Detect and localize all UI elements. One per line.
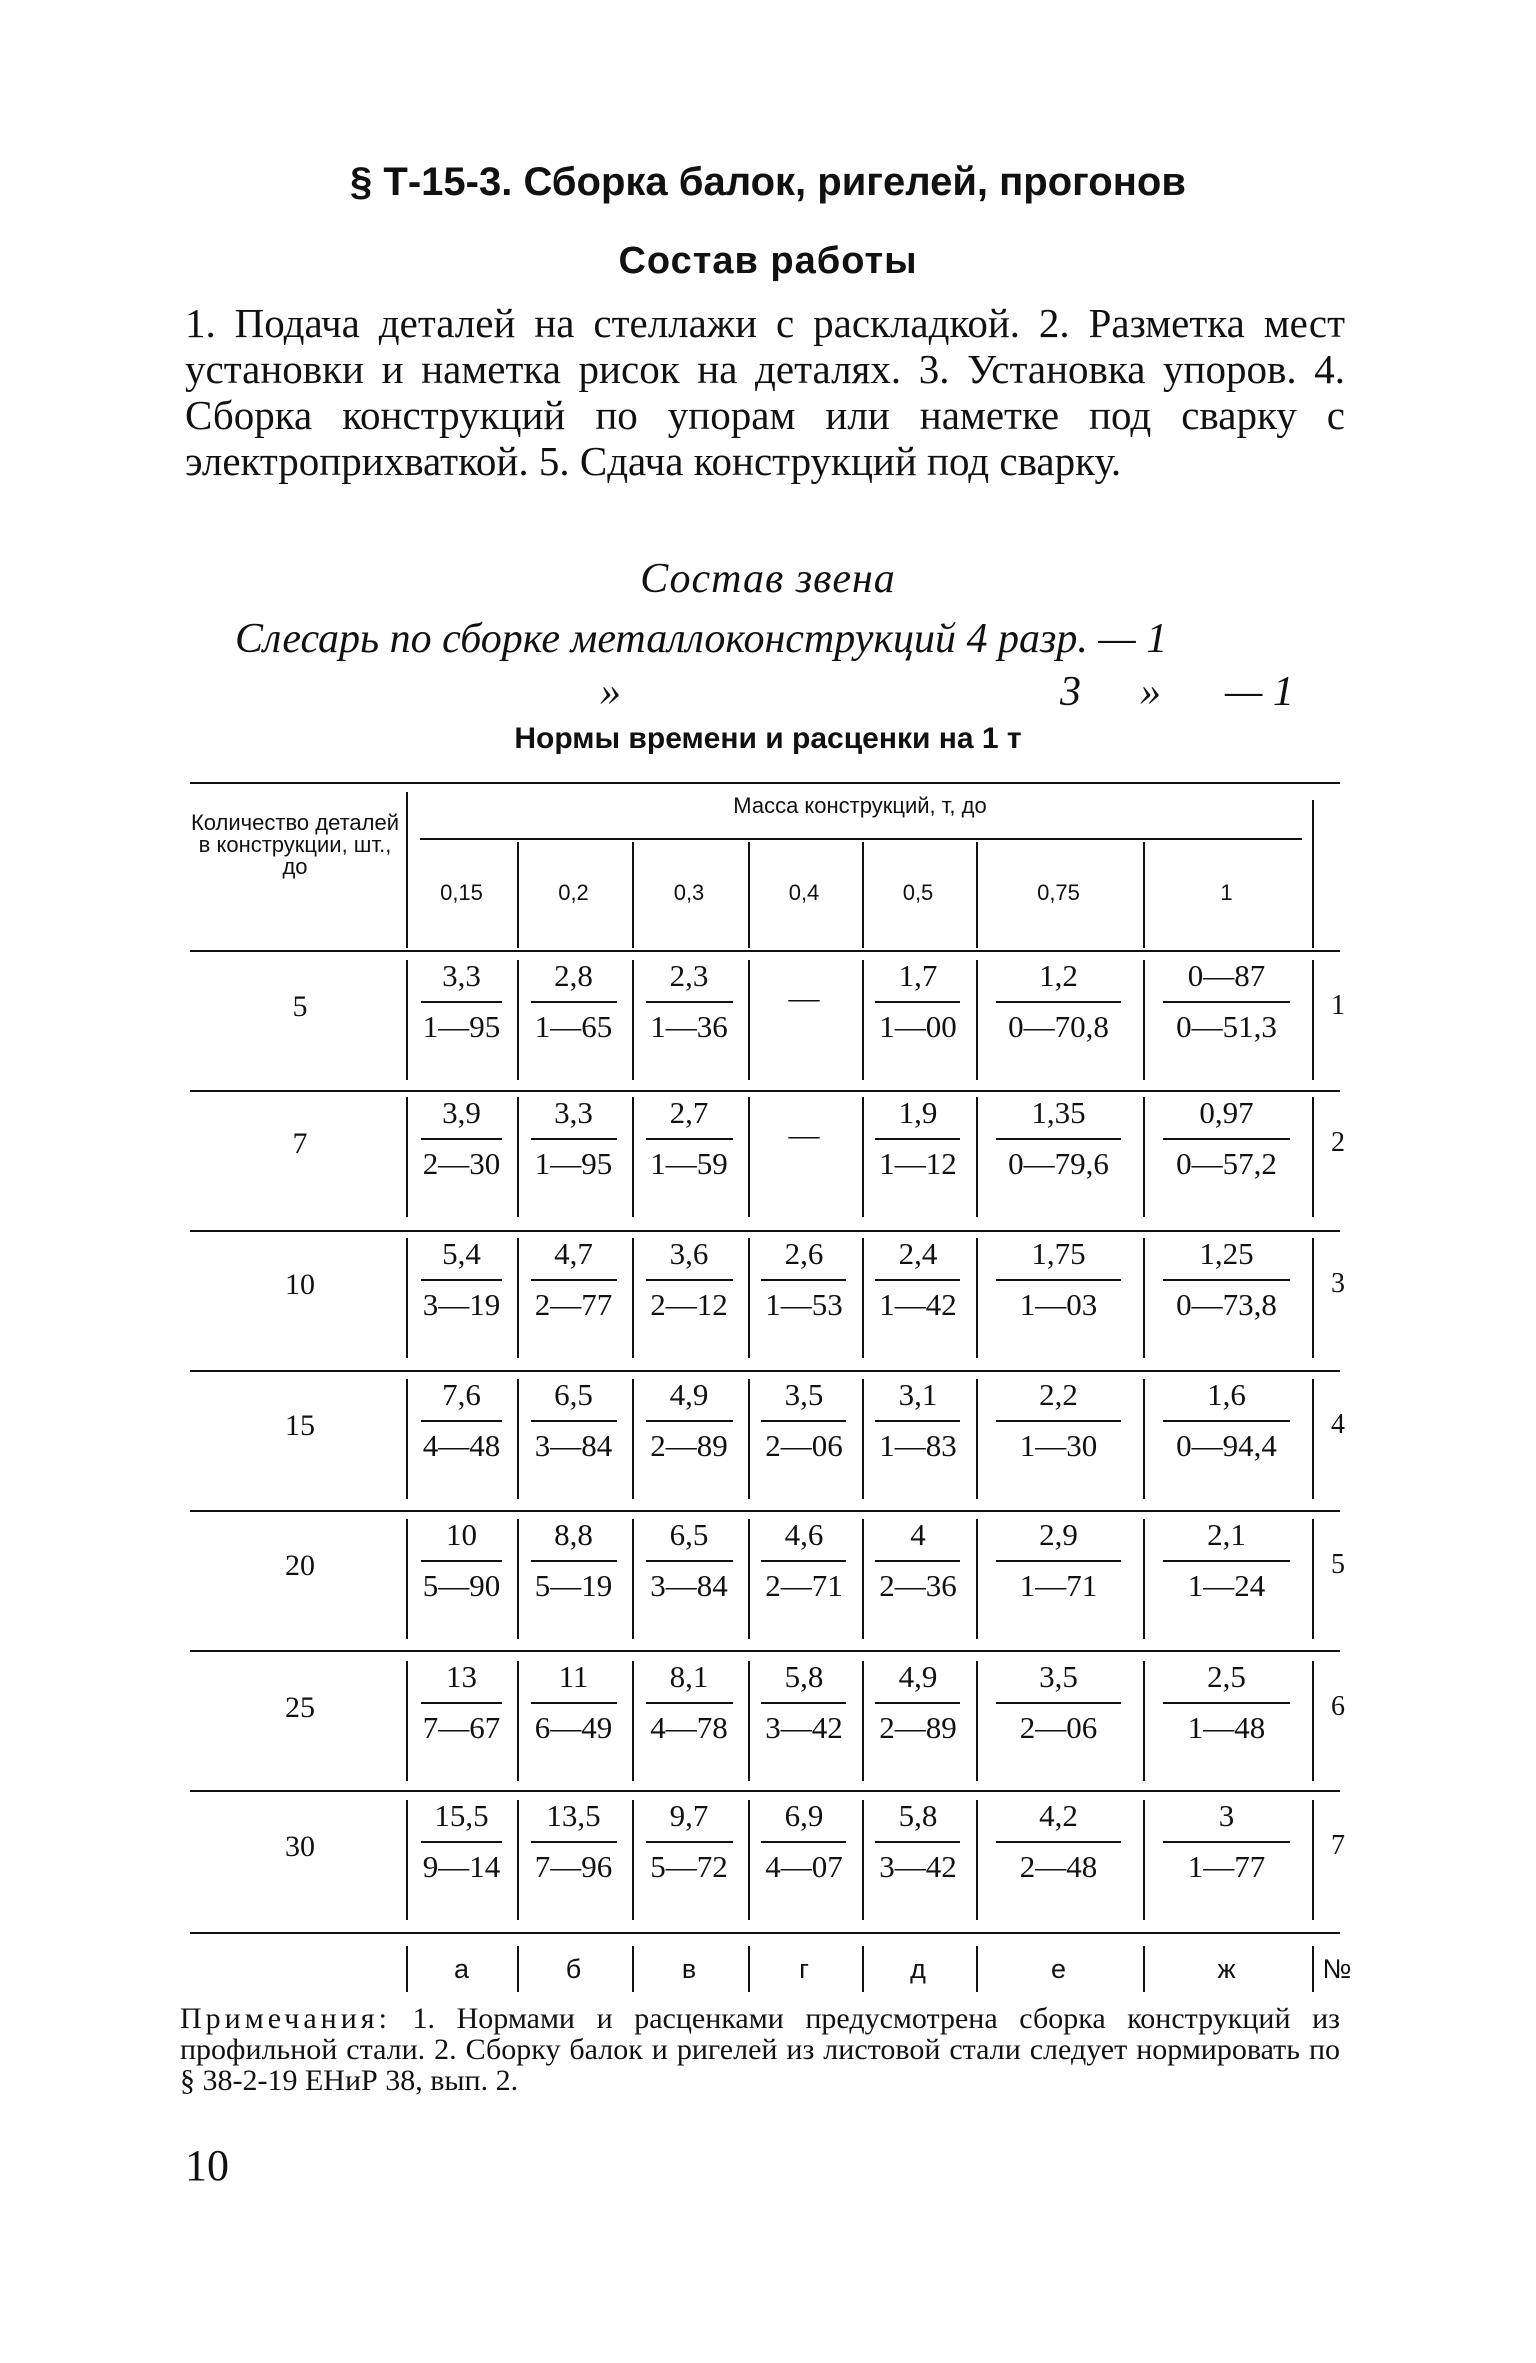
row-number: 5 — [1331, 1549, 1345, 1580]
norm-cell — [976, 1095, 1141, 1205]
rate-price: 1—36 — [650, 1009, 728, 1044]
fraction-line — [1163, 1702, 1290, 1704]
crew-line-2-ditto-2: » — [1140, 669, 1161, 715]
crew-line-2-count: — 1 — [1225, 669, 1294, 715]
fraction-line — [996, 1420, 1121, 1422]
section-title: § Т-15-3. Сборка балок, ригелей, прогонов — [350, 160, 1186, 204]
header-bottom-rule — [190, 950, 1340, 952]
mass-header: Масса конструкций, т, до — [733, 793, 987, 818]
rate-price: 7—96 — [534, 1849, 613, 1884]
rate-price: 9—14 — [422, 1849, 501, 1884]
rate-price: 1—42 — [879, 1287, 957, 1322]
norm-cell — [1143, 958, 1310, 1068]
norm-cell — [517, 958, 630, 1068]
notes-label: Примечания: — [180, 2002, 391, 2035]
rate-price: 2—12 — [650, 1287, 728, 1322]
norm-time: 1,9 — [898, 1095, 938, 1130]
empty-dash: — — [788, 980, 820, 1015]
column-letter: а — [453, 1954, 470, 1984]
norm-time: 15,5 — [434, 1798, 489, 1833]
number-label: № — [1322, 1954, 1352, 1984]
mass-column-header: 0,15 — [440, 880, 483, 905]
header-divider-count — [406, 792, 408, 948]
norm-cell — [862, 1798, 974, 1908]
norm-cell — [862, 1236, 974, 1346]
header-divider-number — [1312, 800, 1314, 948]
norm-time: 4,9 — [898, 1659, 938, 1694]
norm-cell — [976, 1798, 1141, 1908]
rate-price: 3—19 — [422, 1287, 501, 1322]
fraction-line — [875, 1001, 960, 1003]
mass-header-rule — [420, 838, 1302, 840]
norm-time: 0,97 — [1199, 1095, 1254, 1130]
notes-text: 1. Нормами и расценками предусмотрена сборка конструкций из профильной стали. 2. Сборку балок и ригелей из листовой стали следует нормировать по § 38-2-19 ЕНиР 38, вып. 2. — [180, 2002, 1341, 2097]
rate-price: 3—42 — [765, 1710, 843, 1745]
norm-cell — [517, 1377, 630, 1487]
fraction-line — [421, 1841, 502, 1843]
mass-column-header: 1 — [1220, 880, 1233, 905]
footer-divider — [748, 1946, 750, 1992]
column-letter: в — [681, 1954, 697, 1984]
row-separator — [190, 1932, 1340, 1934]
rate-price: 3—84 — [534, 1428, 613, 1463]
fraction-line — [996, 1001, 1121, 1003]
norm-time: 2,7 — [669, 1095, 709, 1130]
norm-time: 3,3 — [554, 1095, 593, 1130]
fraction-line — [761, 1841, 846, 1843]
fraction-line — [761, 1420, 846, 1422]
rate-price: 2—71 — [765, 1568, 843, 1603]
norm-cell — [517, 1236, 630, 1346]
rate-price: 1—30 — [1019, 1428, 1098, 1463]
norm-time: 3,5 — [784, 1377, 824, 1412]
norm-time: 5,8 — [784, 1659, 824, 1694]
row-divider-right — [1312, 1661, 1314, 1781]
row-separator — [190, 1090, 1340, 1092]
norm-cell — [748, 1798, 860, 1908]
row-separator — [190, 1230, 1340, 1232]
row-number: 4 — [1331, 1409, 1345, 1440]
norm-cell — [976, 1377, 1141, 1487]
rate-price: 0—70,8 — [1008, 1009, 1109, 1044]
norm-time: 2,8 — [554, 958, 593, 993]
norm-cell — [632, 1659, 746, 1769]
rate-price: 0—73,8 — [1176, 1287, 1277, 1322]
norm-time: 2,9 — [1039, 1517, 1078, 1552]
norm-time: 3 — [1218, 1798, 1235, 1833]
rate-price: 0—57,2 — [1176, 1146, 1277, 1181]
norm-time: 1,7 — [898, 958, 938, 993]
rate-price: 5—90 — [422, 1568, 501, 1603]
norm-time: 13,5 — [546, 1798, 601, 1833]
mass-column-header: 0,5 — [902, 880, 934, 905]
norm-cell — [632, 1377, 746, 1487]
rate-price: 1—77 — [1187, 1849, 1266, 1884]
norm-cell — [408, 1095, 515, 1205]
norm-cell — [862, 1517, 974, 1627]
fraction-line — [421, 1420, 502, 1422]
footer-divider — [406, 1946, 408, 1992]
fraction-line — [875, 1702, 960, 1704]
row-count-label: 10 — [285, 1268, 315, 1301]
mass-column-header: 0,3 — [673, 880, 705, 905]
rate-price: 1—12 — [879, 1146, 957, 1181]
fraction-line — [761, 1702, 846, 1704]
norm-cell — [748, 1377, 860, 1487]
norm-cell — [632, 1798, 746, 1908]
rate-price: 1—53 — [765, 1287, 843, 1322]
fraction-line — [875, 1279, 960, 1281]
norm-cell — [976, 1236, 1141, 1346]
norm-time: 2,6 — [784, 1236, 824, 1271]
row-divider-right — [1312, 1519, 1314, 1639]
row-number: 1 — [1331, 990, 1345, 1021]
table-top-rule — [190, 782, 1340, 784]
fraction-line — [996, 1138, 1121, 1140]
notes — [180, 2003, 1340, 2096]
norm-cell — [1143, 1095, 1310, 1205]
norm-time: 11 — [558, 1659, 589, 1694]
fraction-line — [1163, 1138, 1290, 1140]
norm-time: 0—87 — [1187, 958, 1266, 993]
row-count-label: 20 — [285, 1549, 315, 1582]
column-letter: д — [910, 1954, 926, 1984]
work-text: 1. Подача деталей на стеллажи с раскладкой. 2. Разметка мест установки и наметка рисок на деталях. 3. Установка упоров. 4. Сборка конструкций по упорам или наметке под сварку с электроприхваткой. 5. Сдача конструкций под сварку. — [185, 300, 1345, 484]
norm-time: 5,4 — [442, 1236, 481, 1271]
rate-price: 2—06 — [1019, 1710, 1098, 1745]
row-separator — [190, 1650, 1340, 1652]
rate-price: 1—00 — [879, 1009, 957, 1044]
rate-price: 0—51,3 — [1176, 1009, 1277, 1044]
fraction-line — [646, 1279, 733, 1281]
norm-cell — [748, 1659, 860, 1769]
rate-price: 2—06 — [765, 1428, 843, 1463]
norm-cell — [408, 958, 515, 1068]
rate-price: 2—89 — [879, 1710, 957, 1745]
fraction-line — [1163, 1841, 1290, 1843]
norm-cell — [748, 958, 860, 1068]
fraction-line — [1163, 1001, 1290, 1003]
norm-cell — [748, 1517, 860, 1627]
fraction-line — [996, 1279, 1121, 1281]
rate-price: 0—94,4 — [1176, 1428, 1277, 1463]
mass-column-header: 0,4 — [788, 880, 820, 905]
rate-price: 1—59 — [650, 1146, 728, 1181]
fraction-line — [421, 1560, 502, 1562]
row-divider-right — [1312, 1238, 1314, 1358]
page-number: 10 — [185, 2141, 229, 2190]
fraction-line — [531, 1420, 617, 1422]
row-count-label: 15 — [285, 1409, 315, 1442]
fraction-line — [761, 1279, 846, 1281]
norm-cell — [976, 958, 1141, 1068]
norm-cell — [632, 1236, 746, 1346]
rate-price: 2—77 — [534, 1287, 613, 1322]
work-heading: Состав работы — [618, 240, 918, 282]
column-letter: б — [565, 1954, 582, 1984]
mass-column-header: 0,75 — [1037, 880, 1080, 905]
empty-dash: — — [788, 1117, 820, 1152]
fraction-line — [1163, 1560, 1290, 1562]
rate-price: 4—48 — [422, 1428, 501, 1463]
norm-cell — [1143, 1659, 1310, 1769]
norm-cell — [1143, 1236, 1310, 1346]
norm-time: 7,6 — [442, 1377, 481, 1412]
norm-time: 9,7 — [669, 1798, 709, 1833]
norm-time: 6,9 — [784, 1798, 824, 1833]
rate-price: 3—42 — [879, 1849, 957, 1884]
norm-cell — [976, 1517, 1141, 1627]
rate-price: 1—48 — [1187, 1710, 1266, 1745]
norm-time: 6,5 — [669, 1517, 709, 1552]
fraction-line — [646, 1841, 733, 1843]
fraction-line — [646, 1138, 733, 1140]
rate-price: 1—83 — [879, 1428, 957, 1463]
fraction-line — [531, 1560, 617, 1562]
fraction-line — [531, 1138, 617, 1140]
fraction-line — [531, 1279, 617, 1281]
fraction-line — [421, 1279, 502, 1281]
rate-price: 0—79,6 — [1008, 1146, 1109, 1181]
footer-divider — [517, 1946, 519, 1992]
fraction-line — [996, 1702, 1121, 1704]
norm-time: 3,6 — [669, 1236, 709, 1271]
norm-time: 1,75 — [1031, 1236, 1086, 1271]
row-count-label: 30 — [285, 1830, 315, 1863]
norm-cell — [408, 1798, 515, 1908]
norm-cell — [862, 1659, 974, 1769]
count-header: Количество деталей в конструкции, шт., до — [190, 810, 400, 879]
rate-price: 2—89 — [650, 1428, 728, 1463]
row-divider-right — [1312, 1097, 1314, 1217]
norm-time: 2,5 — [1207, 1659, 1246, 1694]
norm-cell — [408, 1377, 515, 1487]
fraction-line — [996, 1841, 1121, 1843]
norm-cell — [408, 1236, 515, 1346]
rate-price: 1—95 — [534, 1146, 613, 1181]
norm-time: 2,3 — [669, 958, 709, 993]
row-divider-right — [1312, 960, 1314, 1080]
norm-cell — [748, 1236, 860, 1346]
row-number: 6 — [1331, 1691, 1345, 1722]
fraction-line — [875, 1420, 960, 1422]
norm-cell — [1143, 1377, 1310, 1487]
fraction-line — [646, 1001, 733, 1003]
rate-price: 1—24 — [1187, 1568, 1266, 1603]
column-letter: ж — [1217, 1954, 1236, 1984]
crew-line-2-rank: 3 — [1060, 669, 1081, 715]
rate-price: 3—84 — [650, 1568, 728, 1603]
row-count-label: 7 — [292, 1127, 308, 1160]
rate-price: 2—48 — [1019, 1849, 1098, 1884]
crew-line-1: Слесарь по сборке металлоконструкций 4 разр. — 1 — [235, 616, 1168, 662]
norm-cell — [517, 1517, 630, 1627]
fraction-line — [421, 1702, 502, 1704]
norm-time: 4,6 — [784, 1517, 824, 1552]
row-count-label: 25 — [285, 1691, 315, 1724]
fraction-line — [875, 1560, 960, 1562]
fraction-line — [875, 1138, 960, 1140]
fraction-line — [1163, 1420, 1290, 1422]
rate-price: 1—95 — [422, 1009, 501, 1044]
rate-price: 2—30 — [422, 1146, 501, 1181]
norm-time: 3,1 — [898, 1377, 938, 1412]
norm-cell — [862, 958, 974, 1068]
fraction-line — [875, 1841, 960, 1843]
norm-cell — [1143, 1798, 1310, 1908]
row-separator — [190, 1790, 1340, 1792]
norm-time: 1,2 — [1039, 958, 1078, 993]
crew-heading: Состав звена — [640, 556, 896, 602]
fraction-line — [996, 1560, 1121, 1562]
norm-time: 5,8 — [898, 1798, 938, 1833]
rate-price: 4—78 — [650, 1710, 728, 1745]
norm-cell — [632, 958, 746, 1068]
norm-time: 3,5 — [1039, 1659, 1078, 1694]
norm-time: 2,1 — [1207, 1517, 1246, 1552]
row-number: 7 — [1331, 1830, 1345, 1861]
norm-time: 4,2 — [1039, 1798, 1078, 1833]
norm-time: 3,9 — [442, 1095, 481, 1130]
norm-cell — [862, 1377, 974, 1487]
norm-time: 1,35 — [1031, 1095, 1086, 1130]
rate-price: 5—19 — [534, 1568, 613, 1603]
norm-cell — [748, 1095, 860, 1205]
fraction-line — [646, 1560, 733, 1562]
footer-divider — [862, 1946, 864, 1992]
fraction-line — [646, 1702, 733, 1704]
column-letter: е — [1050, 1954, 1067, 1984]
rate-price: 6—49 — [534, 1710, 613, 1745]
fraction-line — [761, 1560, 846, 1562]
rate-price: 2—36 — [879, 1568, 957, 1603]
fraction-line — [531, 1001, 617, 1003]
rate-price: 1—65 — [534, 1009, 613, 1044]
rate-price: 4—07 — [765, 1849, 843, 1884]
norm-cell — [408, 1659, 515, 1769]
norm-time: 3,3 — [442, 958, 481, 993]
norm-time: 1,25 — [1199, 1236, 1254, 1271]
row-count-label: 5 — [292, 990, 308, 1023]
column-letter: г — [799, 1954, 809, 1984]
rate-price: 1—03 — [1019, 1287, 1098, 1322]
rate-price: 7—67 — [422, 1710, 501, 1745]
norm-cell — [632, 1095, 746, 1205]
fraction-line — [421, 1138, 502, 1140]
norm-time: 4,7 — [554, 1236, 593, 1271]
footer-divider — [1312, 1946, 1314, 1992]
norm-cell — [1143, 1517, 1310, 1627]
fraction-line — [531, 1702, 617, 1704]
norm-time: 13 — [446, 1659, 477, 1694]
norm-time: 8,1 — [669, 1659, 709, 1694]
norm-time: 4,9 — [669, 1377, 709, 1412]
footer-divider — [632, 1946, 634, 1992]
row-divider-right — [1312, 1800, 1314, 1920]
fraction-line — [531, 1841, 617, 1843]
norm-time: 2,2 — [1039, 1377, 1078, 1412]
row-number: 3 — [1331, 1268, 1345, 1299]
rate-price: 1—71 — [1019, 1568, 1098, 1603]
norm-cell — [632, 1517, 746, 1627]
crew-line-2-ditto: » — [600, 669, 621, 715]
rate-price: 5—72 — [650, 1849, 728, 1884]
row-divider-right — [1312, 1379, 1314, 1499]
row-number: 2 — [1331, 1127, 1345, 1158]
norm-time: 4 — [910, 1517, 926, 1552]
row-separator — [190, 1510, 1340, 1512]
norm-cell — [517, 1798, 630, 1908]
norm-cell — [408, 1517, 515, 1627]
norm-cell — [976, 1659, 1141, 1769]
footer-divider — [1143, 1946, 1145, 1992]
fraction-line — [646, 1420, 733, 1422]
norm-time: 10 — [446, 1517, 477, 1552]
row-separator — [190, 1370, 1340, 1372]
norm-cell — [517, 1659, 630, 1769]
norm-time: 1,6 — [1207, 1377, 1246, 1412]
norm-time: 6,5 — [554, 1377, 593, 1412]
norm-time: 2,4 — [898, 1236, 938, 1271]
footer-divider — [976, 1946, 978, 1992]
fraction-line — [421, 1001, 502, 1003]
norm-time: 8,8 — [554, 1517, 593, 1552]
fraction-line — [1163, 1279, 1290, 1281]
table-title: Нормы времени и расценки на 1 т — [514, 722, 1022, 755]
mass-column-header: 0,2 — [558, 880, 589, 905]
norm-cell — [517, 1095, 630, 1205]
norm-cell — [862, 1095, 974, 1205]
